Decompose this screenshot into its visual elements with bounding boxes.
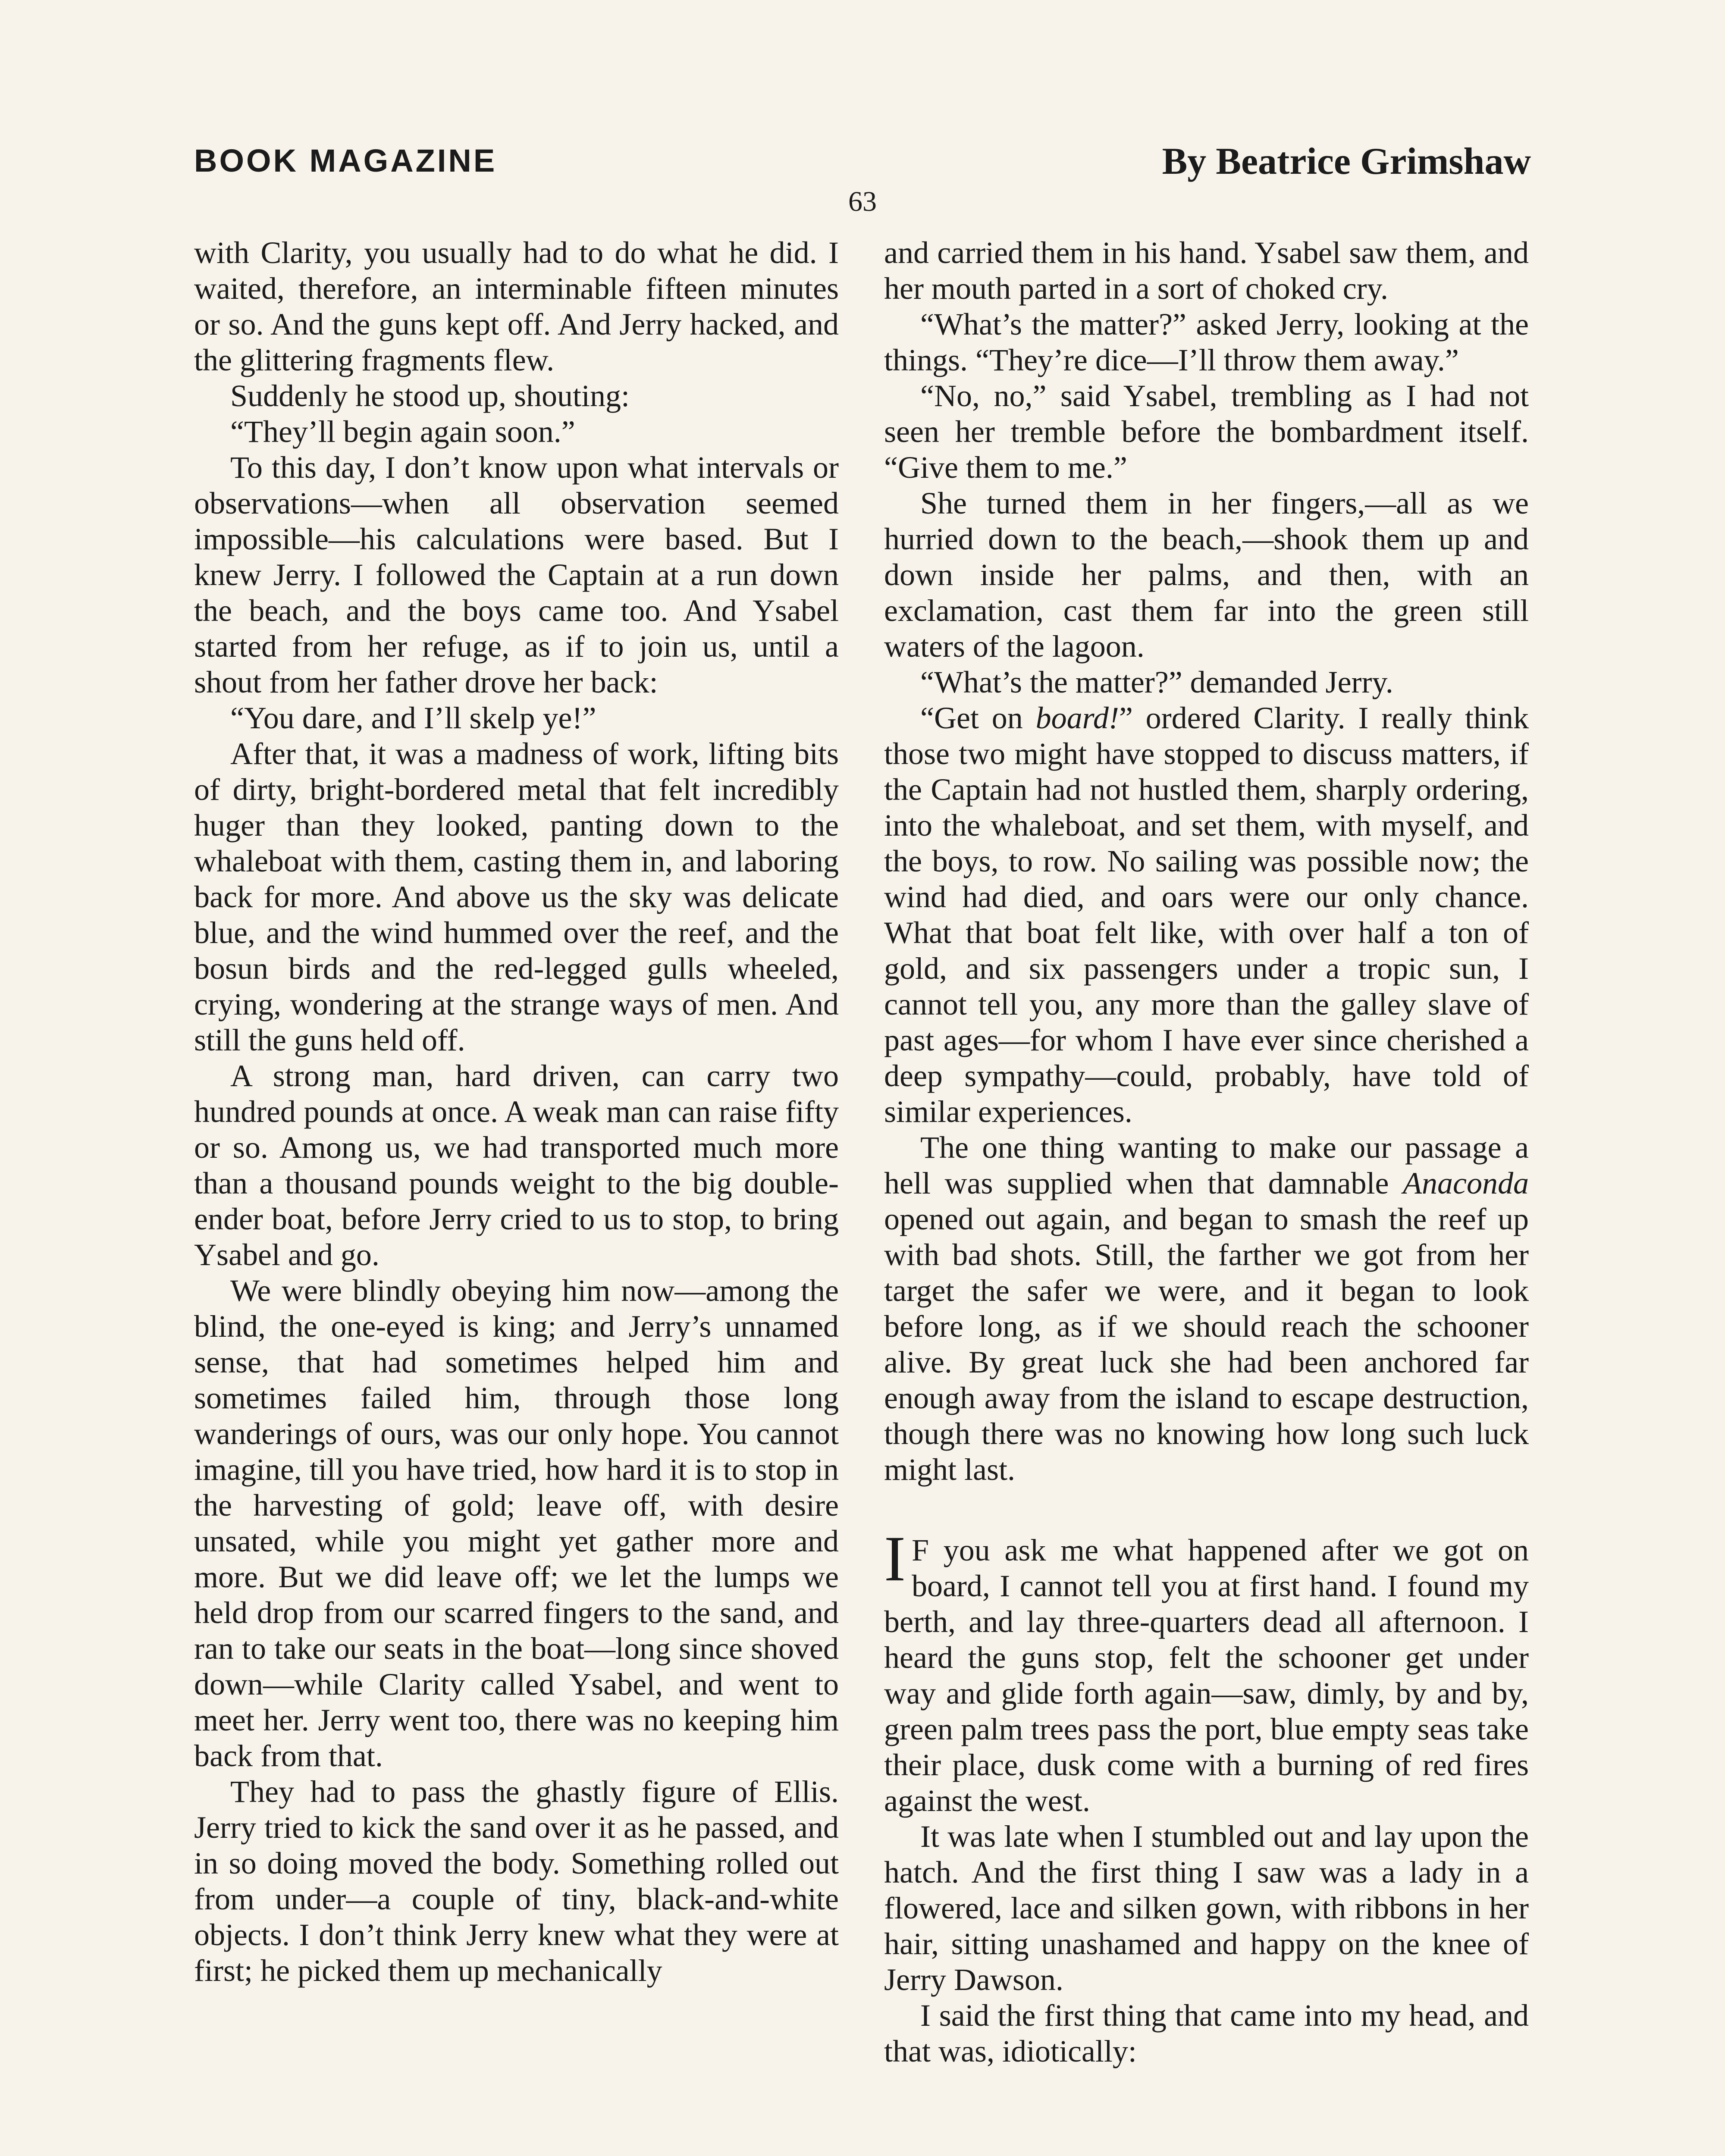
paragraph: “They’ll begin again soon.” bbox=[230, 414, 575, 449]
paragraph: We were blindly obeying him now—among the blind, the one-eyed is king; and Jerry’s unnamed sense, that had sometimes helped him and sometimes failed him, through those long wanderings of ours, was our only hope. You cannot imagine, till you have tried, how hard it is to stop in the harvesting of gold; leave off, with desire unsated, while you might yet gather more and more. But we did leave off; we let the lumps we held drop from our scarred fingers to the sand, and ran to take our seats in the boat—long since shoved down—while Clarity called Ysabel, and went to meet her. Jerry went too, there was no keeping him back from that. bbox=[194, 1273, 839, 1773]
paragraph: “What’s the matter?” asked Jerry, looking at the things. “They’re dice—I’ll throw them away.” bbox=[884, 307, 1529, 377]
page-number: 63 bbox=[848, 186, 877, 217]
text-run: ” ordered Clarity. I really think those two might have stopped to discuss matters, if the Captain had not hustled them, sharply ordering, into the whaleboat, and set them, with myself, and the boys, to row. No sailing was possible now; the wind had died, and oars were our only chance. What that boat felt like, with over half a ton of gold, and six passengers under a tropic sun, I cannot tell you, any more than the galley slave of past ages—for whom I have ever since cherished a deep sympathy—could, probably, have told of similar experiences. bbox=[884, 701, 1529, 1129]
paragraph bbox=[884, 1130, 1529, 1488]
ship-name: Anaconda bbox=[1403, 1166, 1529, 1200]
text-run: opened out again, and began to smash the reef up with bad shots. Still, the farther we got from her target the safer we were, and it began to look before long, as if we should reach the schooner alive. By great luck she had been anchored far enough away from the island to escape destruction, though there was no knowing how long such luck might last. bbox=[884, 1202, 1529, 1487]
paragraph: and carried them in his hand. Ysabel saw them, and her mouth parted in a sort of choked cry. bbox=[884, 235, 1529, 306]
paragraph: “You dare, and I’ll skelp ye!” bbox=[230, 701, 596, 735]
paragraph: Suddenly he stood up, shouting: bbox=[230, 379, 630, 413]
text-run: F you ask me what happened after we got on board, I cannot tell you at first hand. I found my berth, and lay three-quarters dead all afternoon. I heard the guns stop, felt the schooner get under way and glide forth again—saw, dimly, by and by, green palm trees pass the port, blue empty seas take their place, dusk come with a burning of red fires against the west. bbox=[884, 1533, 1529, 1818]
paragraph: with Clarity, you usually had to do what he did. I waited, therefore, an interminable fifteen minutes or so. And the guns kept off. And Jerry hacked, and the glittering fragments flew. bbox=[194, 235, 839, 377]
paragraph: “No, no,” said Ysabel, trembling as I had not seen her tremble before the bombardment itself. “Give them to me.” bbox=[884, 379, 1529, 485]
section-paragraph bbox=[884, 1523, 1529, 1819]
paragraph: She turned them in her fingers,—all as we hurried down to the beach,—shook them up and down inside her palms, and then, with an exclamation, cast them far into the green still waters of the lagoon. bbox=[884, 486, 1529, 664]
paragraph bbox=[884, 700, 1529, 1130]
paragraph: I said the first thing that came into my head, and that was, idiotically: bbox=[884, 1998, 1529, 2068]
paragraph: A strong man, hard driven, can carry two hundred pounds at once. A weak man can raise fifty or so. Among us, we had transported much more than a thousand pounds weight to the big double-ender boat, before Jerry cried to us to stop, to bring Ysabel and go. bbox=[194, 1059, 839, 1272]
author-byline: By Beatrice Grimshaw bbox=[1162, 141, 1531, 182]
drop-cap: I bbox=[884, 1523, 906, 1595]
paragraph: After that, it was a madness of work, lifting bits of dirty, bright-bordered metal that felt incredibly huger than they looked, panting down to the whaleboat with them, casting them in, and laboring back for more. And above us the sky was delicate blue, and the wind hummed over the reef, and the bosun birds and the red-legged gulls wheeled, crying, wondering at the strange ways of men. And still the guns held off. bbox=[194, 736, 839, 1057]
paragraph: To this day, I don’t know upon what intervals or observations—when all observation seemed impossible—his calculations were based. But I knew Jerry. I followed the Captain at a run down the beach, and the boys came too. And Ysabel started from her refuge, as if to join us, until a shout from her father drove her back: bbox=[194, 450, 839, 699]
paragraph: They had to pass the ghastly figure of Ellis. Jerry tried to kick the sand over it as he passed, and in so doing moved the body. Something rolled out from under—a couple of tiny, black-and-white objects. I don’t think Jerry knew what they were at first; he picked them up mechanically bbox=[194, 1774, 839, 1988]
paragraph: It was late when I stumbled out and lay upon the hatch. And the first thing I saw was a lady in a flowered, lace and silken gown, with ribbons in her hair, sitting unashamed and happy on the knee of Jerry Dawson. bbox=[884, 1819, 1529, 1997]
emphasis: board! bbox=[1035, 701, 1119, 735]
text-run: “Get on bbox=[920, 701, 1036, 735]
right-column bbox=[884, 235, 1529, 2156]
text-run: The one thing wanting to make our passage a hell was supplied when that damnable bbox=[884, 1130, 1529, 1200]
magazine-title: BOOK MAGAZINE bbox=[194, 143, 497, 179]
left-column bbox=[194, 235, 839, 2156]
paragraph: “What’s the matter?” demanded Jerry. bbox=[920, 665, 1393, 699]
